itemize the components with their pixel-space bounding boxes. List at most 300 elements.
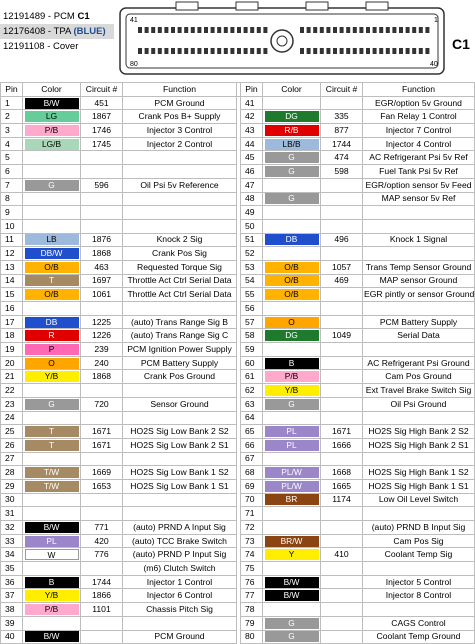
pin-number-cell xyxy=(1,411,23,425)
wire-color-cell xyxy=(23,493,81,507)
pin-number-cell xyxy=(1,302,23,316)
function-cell xyxy=(123,343,237,357)
function-cell xyxy=(363,603,475,617)
pin-number-cell xyxy=(1,616,23,630)
connector-pin xyxy=(373,48,377,54)
wire-color-cell xyxy=(23,521,81,535)
connector-pin xyxy=(230,48,234,54)
table-row xyxy=(1,151,475,165)
color-swatch: W xyxy=(25,549,79,560)
wire-color-cell xyxy=(263,411,321,425)
pinout-table xyxy=(0,82,475,644)
pin-number: 25 xyxy=(5,426,15,437)
table-row xyxy=(1,425,475,439)
pin-number-cell xyxy=(241,411,263,425)
color-swatch: G xyxy=(25,180,79,191)
circuit-number-cell xyxy=(81,329,123,343)
col-header-pin: Pin xyxy=(241,83,263,97)
function-cell xyxy=(363,562,475,576)
circuit-number: 776 xyxy=(94,549,109,560)
wire-color-cell xyxy=(263,479,321,493)
pin-number-cell xyxy=(1,247,23,261)
pin-number-cell xyxy=(1,178,23,192)
connector-pin xyxy=(333,48,337,54)
pin-number: 79 xyxy=(245,617,255,628)
pin-number: 21 xyxy=(5,371,15,382)
connector-pin xyxy=(340,27,344,33)
color-swatch: BR xyxy=(265,494,319,505)
circuit-number-cell xyxy=(81,562,123,576)
table-row xyxy=(1,397,475,411)
pin-number: 6 xyxy=(5,165,10,176)
connector-diagram xyxy=(116,2,448,80)
pin-number: 54 xyxy=(245,275,255,286)
circuit-number-cell xyxy=(81,260,123,274)
connector-pin xyxy=(366,27,370,33)
function-cell xyxy=(363,356,475,370)
table-row xyxy=(1,384,475,398)
pin-number-cell xyxy=(1,315,23,329)
color-swatch: T xyxy=(25,426,79,437)
function-cell xyxy=(363,315,475,329)
function-cell xyxy=(363,575,475,589)
function-cell xyxy=(123,233,237,247)
circuit-number-cell xyxy=(321,219,363,233)
connector-pin xyxy=(419,48,423,54)
pin-number-cell xyxy=(1,589,23,603)
table-row xyxy=(1,616,475,630)
function: (auto) PRND B Input Sig xyxy=(371,521,466,532)
function: Injector 5 Control xyxy=(385,576,452,587)
color-swatch: B/W xyxy=(265,577,319,588)
pin-number: 15 xyxy=(5,289,15,300)
pin-number: 39 xyxy=(5,617,15,628)
pin-number-cell xyxy=(241,165,263,179)
connector-pin xyxy=(346,48,350,54)
function-cell xyxy=(123,425,237,439)
circuit-number-cell xyxy=(321,165,363,179)
circuit-number: 596 xyxy=(94,179,109,190)
function-cell xyxy=(123,548,237,562)
circuit-number-cell xyxy=(81,178,123,192)
function-cell xyxy=(363,370,475,384)
function-cell xyxy=(123,370,237,384)
circuit-number: 335 xyxy=(334,111,349,122)
function-cell xyxy=(363,219,475,233)
color-swatch: DG xyxy=(265,111,319,122)
function: Injector 7 Control xyxy=(385,124,452,135)
pin-number-cell xyxy=(241,397,263,411)
connector-pin xyxy=(346,27,350,33)
wire-color-cell xyxy=(23,452,81,466)
pin-number-cell xyxy=(241,630,263,644)
connector-pin xyxy=(307,48,311,54)
part-line-pcm: 12191489 - PCM C1 xyxy=(3,11,90,22)
connector-pin xyxy=(211,48,215,54)
connector-pin xyxy=(217,27,221,33)
function: PCM Battery Supply xyxy=(379,316,458,327)
connector-pin xyxy=(373,27,377,33)
circuit-number-cell xyxy=(321,96,363,110)
color-swatch: DB/W xyxy=(25,248,79,259)
circuit-number-cell xyxy=(81,151,123,165)
function: HO2S Sig Low Bank 1 S1 xyxy=(130,480,229,491)
connector-pin xyxy=(366,48,370,54)
function: Throttle Act Ctrl Serial Data xyxy=(127,275,232,286)
table-row xyxy=(1,178,475,192)
pin-number-cell xyxy=(1,329,23,343)
function-cell xyxy=(123,438,237,452)
pin-number: 40 xyxy=(5,631,15,642)
table-row xyxy=(1,507,475,521)
wire-color-cell xyxy=(23,589,81,603)
function-cell xyxy=(363,247,475,261)
function-cell xyxy=(363,206,475,220)
connector-pin xyxy=(250,48,254,54)
circuit-number-cell xyxy=(81,137,123,151)
function: Injector 1 Control xyxy=(146,576,213,587)
table-row xyxy=(1,630,475,644)
connector-pin xyxy=(307,27,311,33)
function: Sensor Ground xyxy=(150,398,209,409)
color-swatch: B/W xyxy=(25,98,79,109)
function-cell xyxy=(363,521,475,535)
pin-number-cell xyxy=(1,534,23,548)
connector-pin xyxy=(392,48,396,54)
connector-pin xyxy=(263,48,267,54)
function-cell xyxy=(363,302,475,316)
pin-number: 30 xyxy=(5,494,15,505)
pin-number: 63 xyxy=(245,398,255,409)
function-cell xyxy=(123,219,237,233)
pin-label-41: 41 xyxy=(130,17,138,24)
header xyxy=(0,0,474,82)
function-cell xyxy=(123,356,237,370)
circuit-number-cell xyxy=(81,96,123,110)
connector-pin xyxy=(211,27,215,33)
circuit-number-cell xyxy=(321,630,363,644)
circuit-number: 1049 xyxy=(331,330,352,341)
connector-pin xyxy=(353,48,357,54)
function: Knock 1 Signal xyxy=(389,234,448,245)
color-swatch: Y/B xyxy=(25,371,79,382)
pin-number-cell xyxy=(241,315,263,329)
wire-color-cell xyxy=(263,96,321,110)
function-cell xyxy=(363,479,475,493)
function: MAP sensor Ground xyxy=(379,275,458,286)
pin-number: 60 xyxy=(245,357,255,368)
pin-number: 48 xyxy=(245,193,255,204)
connector-pin xyxy=(197,48,201,54)
connector-pin xyxy=(353,27,357,33)
pin-number: 41 xyxy=(245,97,255,108)
pin-number: 66 xyxy=(245,439,255,450)
pin-number-cell xyxy=(241,603,263,617)
table-row xyxy=(1,192,475,206)
pin-number: 22 xyxy=(5,384,15,395)
function: Cam Pos Sig xyxy=(393,535,444,546)
function-cell xyxy=(123,206,237,220)
color-swatch: O/B xyxy=(265,275,319,286)
circuit-number-cell xyxy=(81,452,123,466)
pin-number-cell xyxy=(241,206,263,220)
color-swatch: G xyxy=(265,166,319,177)
pin-number-cell xyxy=(1,507,23,521)
circuit-number-cell xyxy=(321,124,363,138)
connector-pin xyxy=(224,27,228,33)
connector-pin xyxy=(230,27,234,33)
pin-number-cell xyxy=(241,575,263,589)
pin-number: 47 xyxy=(245,179,255,190)
pin-number: 67 xyxy=(245,453,255,464)
wire-color-cell xyxy=(263,548,321,562)
connector-pin xyxy=(191,48,195,54)
function-cell xyxy=(363,493,475,507)
wire-color-cell xyxy=(263,165,321,179)
function: HO2S Sig Low Bank 2 S2 xyxy=(130,426,229,437)
function-cell xyxy=(363,233,475,247)
wire-color-cell xyxy=(23,479,81,493)
function: (auto) TCC Brake Switch xyxy=(132,535,227,546)
function-cell xyxy=(123,124,237,138)
pin-number-cell xyxy=(241,356,263,370)
function: Injector 4 Control xyxy=(385,138,452,149)
wire-color-cell xyxy=(23,260,81,274)
function-cell xyxy=(363,192,475,206)
table-row xyxy=(1,411,475,425)
color-swatch: T/W xyxy=(25,467,79,478)
function: Injector 6 Control xyxy=(146,590,213,601)
pin-number: 23 xyxy=(5,398,15,409)
pin-number: 58 xyxy=(245,330,255,341)
pin-number-cell xyxy=(1,260,23,274)
connector-pin xyxy=(217,48,221,54)
function-cell xyxy=(363,397,475,411)
pin-number-cell xyxy=(241,438,263,452)
circuit-number: 1101 xyxy=(92,603,111,614)
wire-color-cell xyxy=(23,192,81,206)
pin-number-cell xyxy=(1,452,23,466)
color-swatch: LB/B xyxy=(265,139,319,150)
circuit-number-cell xyxy=(81,589,123,603)
wire-color-cell xyxy=(263,260,321,274)
pin-number-cell xyxy=(241,452,263,466)
wire-color-cell xyxy=(23,288,81,302)
function: (m6) Clutch Switch xyxy=(143,562,216,573)
circuit-number: 1671 xyxy=(331,426,352,437)
circuit-number-cell xyxy=(321,384,363,398)
wire-color-cell xyxy=(23,219,81,233)
color-swatch: G xyxy=(25,399,79,410)
function: Crank Pos B+ Supply xyxy=(138,111,221,122)
wire-color-cell xyxy=(263,562,321,576)
circuit-number: 771 xyxy=(94,521,109,532)
table-row xyxy=(1,356,475,370)
part-number: 12191108 xyxy=(3,41,45,52)
pin-number: 1 xyxy=(5,97,10,108)
pin-number: 26 xyxy=(5,439,15,450)
pin-number: 12 xyxy=(5,248,15,259)
pin-number-cell xyxy=(1,438,23,452)
connector-pin xyxy=(164,48,168,54)
wire-color-cell xyxy=(263,288,321,302)
wire-color-cell xyxy=(263,370,321,384)
circuit-number: 420 xyxy=(94,535,109,546)
pin-number: 24 xyxy=(5,412,15,423)
connector-pin xyxy=(224,48,228,54)
part-line-tpa: 12176408 - TPA (BLUE) xyxy=(0,24,114,39)
wire-color-cell xyxy=(23,370,81,384)
pin-number-cell xyxy=(1,274,23,288)
circuit-number-cell xyxy=(81,288,123,302)
connector-pin xyxy=(138,27,142,33)
wire-color-cell xyxy=(23,562,81,576)
connector-pin xyxy=(419,27,423,33)
pin-number-cell xyxy=(241,370,263,384)
pin-number: 57 xyxy=(245,316,255,327)
circuit-number-cell xyxy=(81,343,123,357)
color-swatch: LB xyxy=(25,234,79,245)
color-swatch: T/W xyxy=(25,481,79,492)
function-cell xyxy=(363,151,475,165)
pin-number-cell xyxy=(241,548,263,562)
function: Fan Relay 1 Control xyxy=(380,111,457,122)
function-cell xyxy=(123,96,237,110)
function: Coolant Temp Sig xyxy=(384,549,453,560)
pin-number: 72 xyxy=(245,521,255,532)
color-swatch: T xyxy=(25,275,79,286)
function: Knock 2 Sig xyxy=(156,234,203,245)
col-header-circuit: Circuit # xyxy=(321,83,363,97)
pin-number: 74 xyxy=(245,549,255,560)
function-cell xyxy=(123,178,237,192)
function: Injector 3 Control xyxy=(146,124,213,135)
pin-number-cell xyxy=(1,384,23,398)
table-row xyxy=(1,548,475,562)
circuit-number-cell xyxy=(81,425,123,439)
function-cell xyxy=(123,384,237,398)
circuit-number-cell xyxy=(81,438,123,452)
pin-number: 18 xyxy=(5,330,15,341)
pin-number: 28 xyxy=(5,467,15,478)
circuit-number: 1665 xyxy=(331,480,352,491)
circuit-number: 1653 xyxy=(91,480,112,491)
pin-number: 11 xyxy=(5,234,14,245)
wire-color-cell xyxy=(23,384,81,398)
circuit-number-cell xyxy=(81,110,123,124)
circuit-number: 598 xyxy=(334,165,349,176)
function: PCM Battery Supply xyxy=(140,357,219,368)
table-row xyxy=(1,479,475,493)
table-row xyxy=(1,534,475,548)
function-cell xyxy=(363,616,475,630)
wire-color-cell xyxy=(23,110,81,124)
connector-pin xyxy=(379,48,383,54)
circuit-number: 1866 xyxy=(91,590,112,601)
connector-pin xyxy=(257,48,261,54)
circuit-number: 1671 xyxy=(91,439,112,450)
function-cell xyxy=(123,151,237,165)
pin-number-cell xyxy=(241,110,263,124)
color-swatch: DB xyxy=(25,317,79,328)
table-row xyxy=(1,137,475,151)
wire-color-cell xyxy=(263,534,321,548)
wire-color-cell xyxy=(23,247,81,261)
connector-pin xyxy=(300,27,304,33)
pin-number-cell xyxy=(241,219,263,233)
function-cell xyxy=(363,260,475,274)
pin-number: 16 xyxy=(5,302,15,313)
pin-number-cell xyxy=(241,384,263,398)
wire-color-cell xyxy=(263,233,321,247)
circuit-number: 1671 xyxy=(91,426,112,437)
wire-color-cell xyxy=(23,329,81,343)
function: EGR/option 5v Ground xyxy=(375,97,462,108)
circuit-number-cell xyxy=(321,110,363,124)
function: (auto) PRND A Input Sig xyxy=(133,521,226,532)
function: PCM Ground xyxy=(154,97,205,108)
wire-color-cell xyxy=(23,356,81,370)
circuit-number: 1057 xyxy=(331,261,352,272)
wire-color-cell xyxy=(23,233,81,247)
color-swatch: P/B xyxy=(265,371,319,382)
connector-pin xyxy=(412,48,416,54)
connector-pin xyxy=(158,48,162,54)
pin-number: 52 xyxy=(245,248,255,259)
pin-number-cell xyxy=(1,124,23,138)
part-desc: PCM xyxy=(53,11,75,22)
connector-pin xyxy=(171,27,175,33)
pin-number: 8 xyxy=(5,193,10,204)
circuit-number: 1225 xyxy=(91,316,112,327)
pin-number: 37 xyxy=(5,590,15,601)
circuit-number-cell xyxy=(81,603,123,617)
function-cell xyxy=(123,302,237,316)
function-cell xyxy=(363,411,475,425)
pin-number-cell xyxy=(1,548,23,562)
pin-number: 62 xyxy=(245,384,255,395)
pin-number: 46 xyxy=(245,165,255,176)
table-row xyxy=(1,302,475,316)
pin-number: 49 xyxy=(245,207,255,218)
pin-number-cell xyxy=(241,589,263,603)
color-swatch: O/B xyxy=(25,289,79,300)
wire-color-cell xyxy=(23,507,81,521)
circuit-number: 1697 xyxy=(91,275,112,286)
circuit-number-cell xyxy=(321,302,363,316)
circuit-number-cell xyxy=(321,562,363,576)
function: Fuel Tank Psi 5v Ref xyxy=(379,165,458,176)
circuit-number-cell xyxy=(81,493,123,507)
function-cell xyxy=(363,589,475,603)
connector-pin xyxy=(197,27,201,33)
function: Oil Psi 5v Reference xyxy=(140,179,219,190)
pin-number-cell xyxy=(241,329,263,343)
circuit-number: 1226 xyxy=(91,330,112,341)
wire-color-cell xyxy=(23,274,81,288)
wire-color-cell xyxy=(263,521,321,535)
circuit-number-cell xyxy=(81,479,123,493)
circuit-number-cell xyxy=(321,260,363,274)
function-cell xyxy=(363,438,475,452)
function: HO2S Sig Low Bank 1 S2 xyxy=(130,467,229,478)
circuit-number-cell xyxy=(321,452,363,466)
table-row xyxy=(1,493,475,507)
connector-pin xyxy=(138,48,142,54)
pin-number-cell xyxy=(241,192,263,206)
circuit-number: 1868 xyxy=(91,248,112,259)
pin-number: 38 xyxy=(5,603,15,614)
